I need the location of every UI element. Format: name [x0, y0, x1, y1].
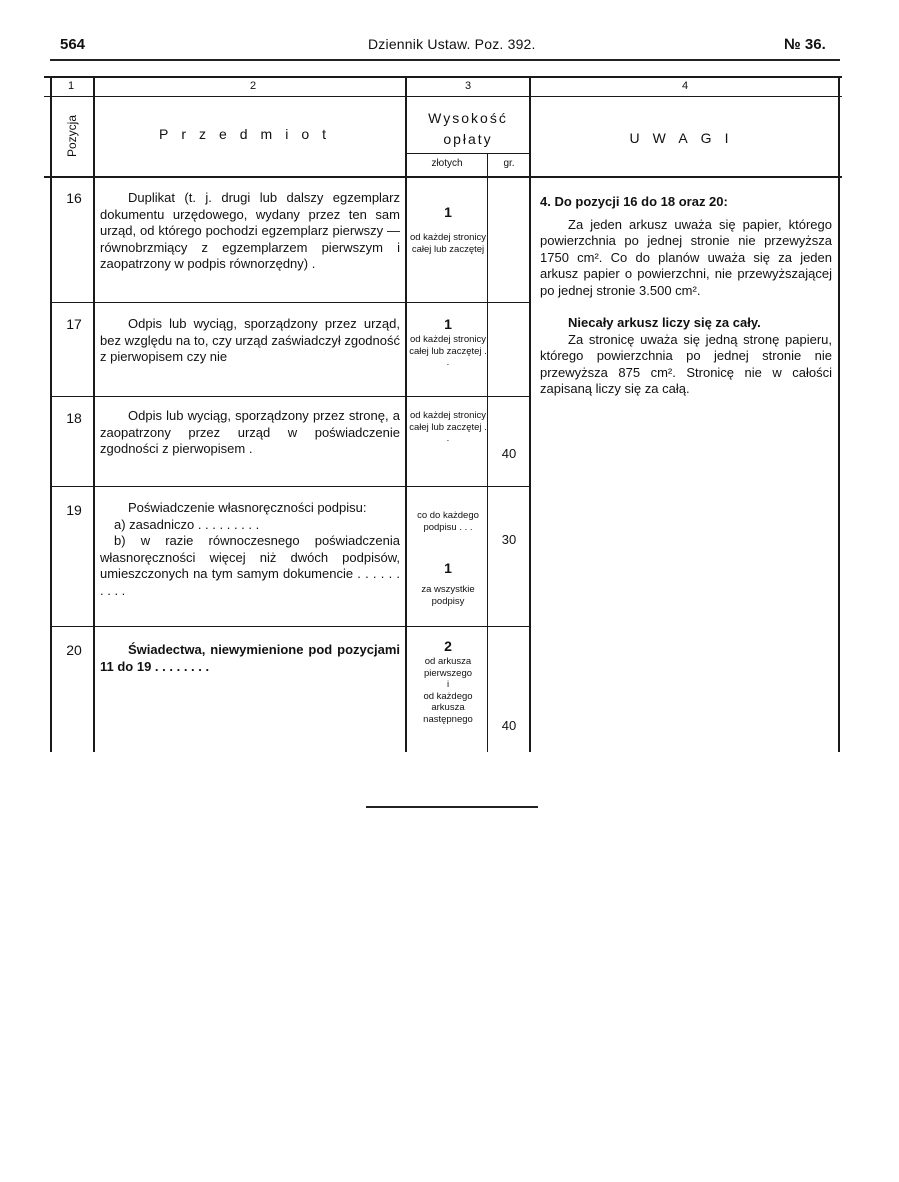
- row20-grosze: 40: [501, 718, 517, 733]
- colnum-1: 1: [68, 80, 75, 92]
- fee-subheader-rule: [407, 153, 529, 154]
- header-bottom-border: [44, 176, 842, 178]
- row17-description: [100, 316, 400, 366]
- remarks-title: 4. Do pozycji 16 do 18 oraz 20:: [540, 194, 728, 209]
- publication-title: Dziennik Ustaw. Poz. 392.: [368, 36, 536, 52]
- header-rule: [50, 59, 840, 61]
- row17-description-text: Odpis lub wyciąg, sporządzony przez urząd, bez względu na to, czy urząd zaświadczył zgodność z pierwopisem czy nie: [100, 316, 400, 364]
- issue-number: № 36.: [784, 36, 826, 53]
- row19-fee-a: [409, 510, 487, 533]
- row20-fee-amount: 2: [444, 638, 452, 654]
- row17-fee: [409, 314, 487, 369]
- colnum-rule: [44, 96, 842, 97]
- row20-description: [100, 642, 400, 675]
- row18-number: 18: [66, 410, 82, 426]
- zl-gr-divider: [487, 153, 488, 752]
- row18-grosze: 40: [501, 446, 517, 461]
- row19-fee-note-b: za wszystkie podpisy: [421, 584, 475, 607]
- row19-number: 19: [66, 502, 82, 518]
- row19-grosze-a: 30: [501, 532, 517, 547]
- row20-fee: [409, 636, 487, 725]
- header-przedmiot: Przedmiot: [158, 126, 340, 142]
- row19-description-a: a) zasadniczo . . . . . . . . .: [114, 516, 260, 532]
- remarks-p2: Niecały arkusz liczy się za cały.: [568, 315, 761, 330]
- row16-number: 16: [66, 190, 82, 206]
- row18-description-text: Odpis lub wyciąg, sporządzony przez stronę, a zaopatrzony przez urząd w poświadczenie zgodności z pierwopisem .: [100, 408, 400, 456]
- colnum-4: 4: [682, 80, 689, 92]
- row20-fee-note-1: od arkusza pierwszego: [423, 656, 473, 679]
- row17-number: 17: [66, 316, 82, 332]
- row19-fee-b: [409, 558, 487, 607]
- header-uwagi: UWAGI: [629, 130, 742, 146]
- col2-divider: [405, 76, 407, 752]
- remarks: [540, 194, 832, 398]
- header-wysokosc-line2: opłaty: [443, 131, 493, 147]
- row20-fee-conj: i: [446, 679, 450, 690]
- header-wysokosc: [407, 108, 529, 150]
- row16-description-text: Duplikat (t. j. drugi lub dalszy egzemplarz dokumentu urzędowego, wydany przez ten sam urząd, od którego pochodzi egzemplarz pierwszy — równobrzmiący z egzemplarzem pierwszym i zaopatrzony w podpis równorzędny) .: [100, 190, 400, 271]
- row18-fee-note: od każdej stronicy całej lub zaczętej . .: [409, 410, 487, 444]
- row18-fee: [409, 410, 487, 445]
- row20-description-text: Świadectwa, niewymienione pod pozycjami 11 do 19 . . . . . . . .: [100, 642, 400, 674]
- row16-fee-note: od każdej stronicy całej lub zaczętej: [409, 232, 487, 255]
- row16-fee-amount: 1: [444, 204, 452, 220]
- header-pozycja-label: Pozycja: [65, 114, 79, 158]
- row19-fee-note-a: co do każdego podpisu . . .: [417, 510, 479, 533]
- header-zlotych: złotych: [431, 158, 463, 169]
- page-number: 564: [60, 36, 86, 53]
- row20-fee-note-2: od każdego arkusza następnego: [423, 690, 473, 725]
- row19-bottom: [50, 626, 531, 627]
- row17-fee-amount: 1: [444, 316, 452, 332]
- colnum-2: 2: [250, 80, 257, 92]
- bottom-rule: [366, 806, 538, 808]
- col3-divider: [529, 76, 531, 752]
- header-pozycja: [52, 100, 92, 172]
- row18-bottom: [50, 486, 531, 487]
- row19-description-intro: Poświadczenie własnoręczności podpisu:: [128, 500, 367, 515]
- row18-description: [100, 408, 400, 458]
- row16-bottom: [50, 302, 531, 303]
- row19-description-b: b) w razie równoczesnego poświadczenia własnoręczności więcej niż dwóch podpisów, umieszczonych na tym samym dokumencie . . . . . . . . . .: [100, 533, 400, 598]
- remarks-p3: Za stronicę uważa się jedną stronę papieru, którego powierzchnia po jednej stronie nie przewyższa 875 cm². Stronicę nie w całości zapisaną liczy się za całą.: [540, 331, 832, 396]
- right-border: [838, 76, 840, 752]
- colnum-3: 3: [465, 80, 472, 92]
- remarks-p1: Za jeden arkusz uważa się papier, którego powierzchnia po jednej stronie nie przewyższa 1750 cm². Co do planów uważa się za jeden arkusz papier o powierzchni, nie przewyższającej po jednej stronie 3.500 cm².: [540, 216, 832, 298]
- row16-fee: [409, 202, 487, 255]
- row17-bottom: [50, 396, 531, 397]
- row16-description: [100, 190, 400, 273]
- table-top-border: [44, 76, 842, 78]
- row19-fee-amount-b: 1: [444, 560, 452, 576]
- header-groszy: gr.: [503, 158, 515, 169]
- row20-number: 20: [66, 642, 82, 658]
- row17-fee-note: od każdej stronicy całej lub zaczętej . .: [409, 334, 487, 368]
- header-wysokosc-line1: Wysokość: [428, 110, 508, 126]
- row19-description: [100, 500, 400, 599]
